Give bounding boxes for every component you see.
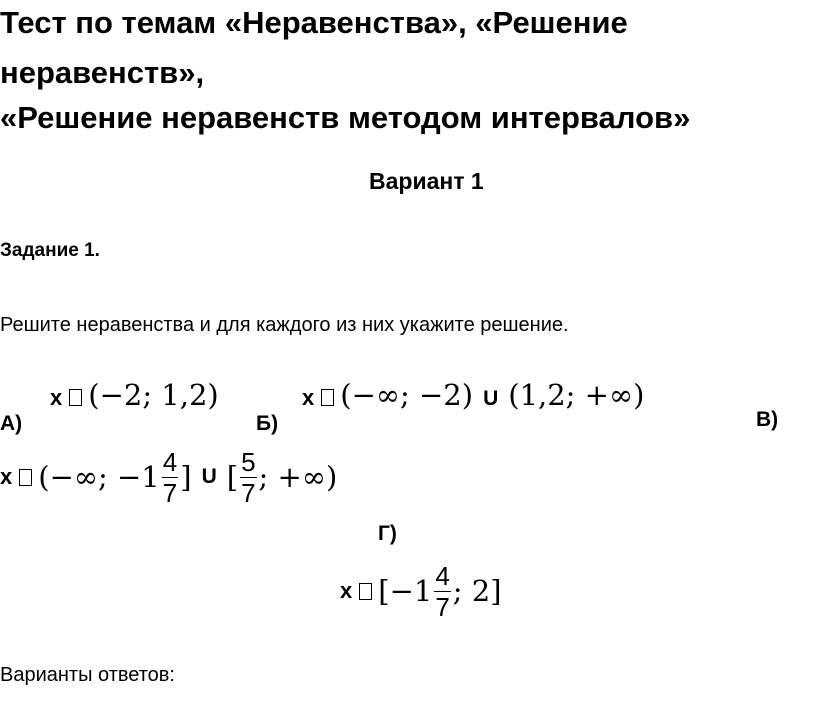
option-c-fraction-2-denominator: 7 <box>241 477 256 508</box>
option-d-close: ; 2] <box>452 574 502 608</box>
option-b-expression <box>302 378 644 412</box>
option-c-part-2-close: ; +∞) <box>258 460 338 494</box>
option-c-var: x <box>0 464 13 489</box>
missing-glyph-icon <box>359 583 372 600</box>
option-c-expression <box>0 442 337 512</box>
option-b-part-1: (−∞; −2) <box>340 378 474 412</box>
missing-glyph-icon <box>19 469 32 486</box>
option-b-label: Б) <box>256 412 279 435</box>
option-c-fraction-2-numerator: 5 <box>241 446 256 477</box>
title-line-3: «Решение неравенств методом интервалов» <box>0 100 691 135</box>
option-c-label: В) <box>756 408 779 431</box>
option-d-open: [−1 <box>378 574 433 608</box>
option-c-part-1-open: (−∞; −1 <box>38 460 160 494</box>
option-b-var: x <box>302 385 315 410</box>
option-d-expression <box>340 556 502 626</box>
option-c-fraction-1-denominator: 7 <box>162 477 178 508</box>
option-a-var: x <box>50 385 63 410</box>
option-a-interval: (−2; 1,2) <box>88 378 219 412</box>
missing-glyph-icon <box>321 389 334 406</box>
option-b-union: U <box>483 387 499 410</box>
option-c-part-2-open: [ <box>226 460 239 494</box>
option-d-var: x <box>340 578 353 603</box>
option-c-part-1-close: ] <box>180 460 192 494</box>
option-c-union: U <box>201 465 217 488</box>
option-d-fraction-numerator: 4 <box>435 560 450 591</box>
option-d-fraction <box>434 560 450 622</box>
variant-heading: Вариант 1 <box>369 168 484 194</box>
option-c-fraction-2 <box>240 446 256 508</box>
option-a-label: А) <box>0 412 23 435</box>
option-c-fraction-1-numerator: 4 <box>162 446 178 477</box>
title-line-2: неравенств», <box>0 55 205 90</box>
missing-glyph-icon <box>69 389 82 406</box>
title-line-1: Тест по темам «Неравенства», «Решение <box>0 5 628 40</box>
task-heading: Задание 1. <box>0 240 100 261</box>
answers-label: Варианты ответов: <box>0 664 175 686</box>
option-d-label: Г) <box>378 522 397 545</box>
option-b-part-2: (1,2; +∞) <box>508 378 645 412</box>
task-instruction: Решите неравенства и для каждого из них укажите решение. <box>0 314 569 336</box>
option-d-fraction-denominator: 7 <box>435 591 450 622</box>
option-a-expression <box>50 378 219 412</box>
option-c-fraction-1 <box>162 446 178 508</box>
